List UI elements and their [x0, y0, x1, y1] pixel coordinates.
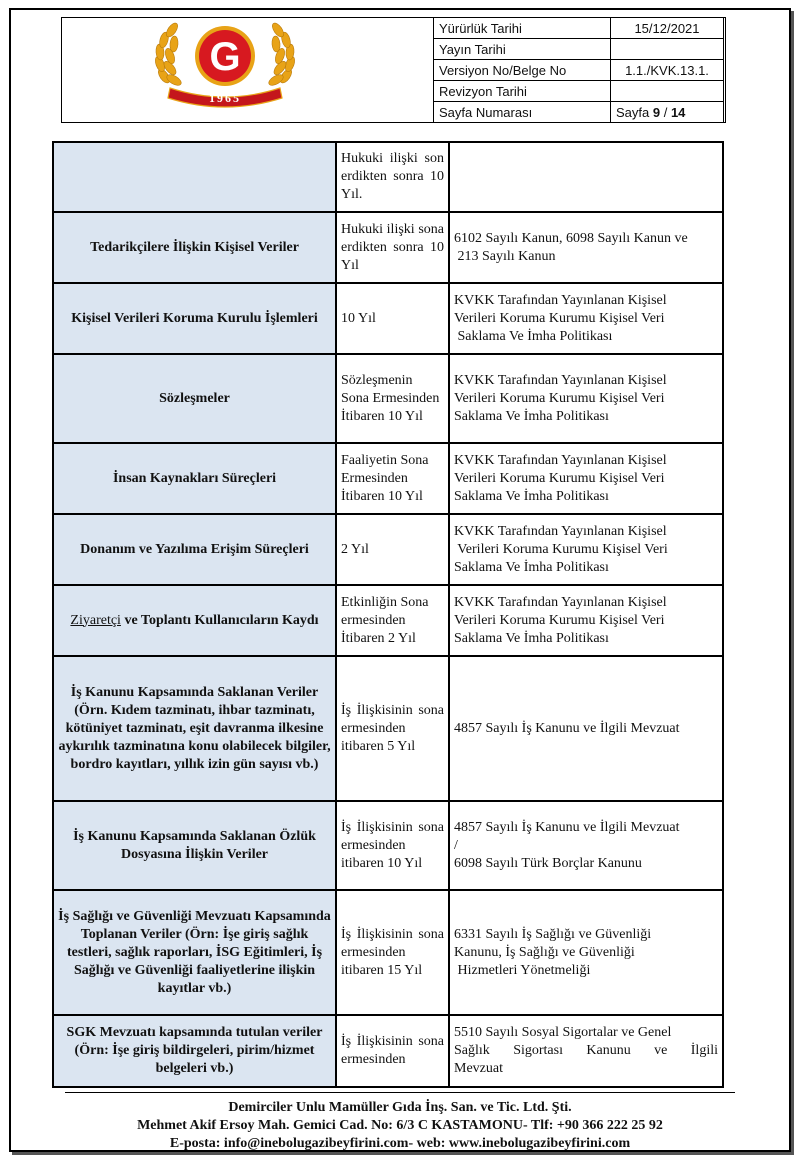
- category-cell: İş Kanunu Kapsamında Saklanan Özlük Dosyasına İlişkin Veriler: [53, 801, 336, 890]
- meta-row: [434, 39, 724, 60]
- table-row: [53, 212, 723, 283]
- legal-basis-cell: [449, 514, 723, 585]
- table-row: [53, 585, 723, 656]
- page-separator: /: [660, 104, 671, 120]
- basis-line: 213 Sayılı Kanun: [454, 248, 556, 264]
- table-row: [53, 443, 723, 514]
- logo-year: 1965: [209, 91, 241, 105]
- visitor-link-text: Ziyaretçi: [70, 612, 121, 628]
- table-row: [53, 283, 723, 354]
- logo-letter: G: [209, 35, 241, 79]
- basis-line: KVKK Tarafından Yayınlanan Kişisel: [454, 292, 667, 308]
- document-meta-table: [433, 17, 724, 123]
- category-cell: İş Sağlığı ve Güvenliği Mevzuatı Kapsamında Toplanan Veriler (Örn: İşe giriş sağlık testleri, sağlık raporları, İSG Eğitimleri, İş Sağlığı ve Güvenliği faaliyetlerine ilişkin kayıtlar vb.): [53, 890, 336, 1015]
- legal-basis-cell: [449, 656, 723, 801]
- basis-line: Saklama Ve İmha Politikası: [454, 408, 609, 424]
- basis-line: /: [454, 837, 458, 853]
- meta-label: Sayfa Numarası: [434, 102, 611, 123]
- basis-line: Verileri Koruma Kurumu Kişisel Veri: [454, 470, 665, 486]
- category-cell: Donanım ve Yazılıma Erişim Süreçleri: [53, 514, 336, 585]
- table-row: [53, 890, 723, 1015]
- basis-line: Mevzuat: [454, 1061, 503, 1076]
- meta-label: Yayın Tarihi: [434, 39, 611, 60]
- basis-line: Hizmetleri Yönetmeliği: [454, 962, 591, 978]
- basis-line: Kanunu, İş Sağlığı ve Güvenliği: [454, 944, 635, 960]
- retention-period-cell: Etkinliğin Sona ermesinden İtibaren 2 Yıl: [336, 585, 449, 656]
- retention-period-cell: İş İlişkisinin sona ermesinden itibaren 5 Yıl: [336, 656, 449, 801]
- wheat-left-icon: [154, 21, 183, 87]
- meta-value: [611, 81, 724, 102]
- table-row: [53, 142, 723, 212]
- table-row: [53, 656, 723, 801]
- current-page: 9: [652, 104, 661, 120]
- category-cell: İş Kanunu Kapsamında Saklanan Veriler (Örn. Kıdem tazminatı, ihbar tazminatı, kötüniyet tazminatı, eşit davranma ilkesine aykırılık tazminatına konu olabilecek bilgiler, bordro kayıtları, yıllık izin gün sayısı vb.): [53, 656, 336, 801]
- basis-line: Saklama Ve İmha Politikası: [454, 630, 609, 646]
- category-cell: [53, 142, 336, 212]
- meta-value: 15/12/2021: [611, 18, 724, 39]
- basis-line: Verileri Koruma Kurumu Kişisel Veri: [454, 541, 668, 557]
- retention-period-cell: 2 Yıl: [336, 514, 449, 585]
- basis-line: Verileri Koruma Kurumu Kişisel Veri: [454, 612, 665, 628]
- meta-value: [611, 39, 724, 60]
- meta-row: [434, 81, 724, 102]
- basis-line: KVKK Tarafından Yayınlanan Kişisel: [454, 523, 667, 539]
- basis-line: KVKK Tarafından Yayınlanan Kişisel: [454, 452, 667, 468]
- basis-line: 4857 Sayılı İş Kanunu ve İlgili Mevzuat: [454, 720, 680, 736]
- legal-basis-cell: [449, 212, 723, 283]
- legal-basis-cell: [449, 443, 723, 514]
- meta-row: [434, 102, 724, 123]
- category-cell: Kişisel Verileri Koruma Kurulu İşlemleri: [53, 283, 336, 354]
- basis-line: KVKK Tarafından Yayınlanan Kişisel: [454, 372, 667, 388]
- company-address: Mehmet Akif Ersoy Mah. Gemici Cad. No: 6/3 C KASTAMONU- Tlf: +90 366 222 25 92: [137, 1118, 663, 1133]
- retention-period-cell: İş İlişkisinin sona ermesinden: [336, 1015, 449, 1087]
- retention-table: [52, 141, 724, 1088]
- company-logo: [150, 18, 300, 110]
- company-contact: E-posta: info@inebolugazibeyfirini.com- web: www.inebolugazibeyfirini.com: [169, 1136, 631, 1151]
- meta-label: Yürürlük Tarihi: [434, 18, 611, 39]
- legal-basis-cell: [449, 801, 723, 890]
- retention-period-cell: İş İlişkisinin sona ermesinden itibaren 10 Yıl: [336, 801, 449, 890]
- meta-row: [434, 60, 724, 81]
- basis-line: Verileri Koruma Kurumu Kişisel Veri: [454, 390, 665, 406]
- total-pages: 14: [670, 104, 686, 120]
- meta-row: [434, 18, 724, 39]
- basis-line: Sağlık Sigortası Kanunu ve İlgili: [454, 1043, 718, 1058]
- category-cell: Sözleşmeler: [53, 354, 336, 443]
- table-row: [53, 1015, 723, 1087]
- meta-value: 1.1./KVK.13.1.: [611, 60, 724, 81]
- table-row: [53, 354, 723, 443]
- category-cell: Tedarikçilere İlişkin Kişisel Veriler: [53, 212, 336, 283]
- legal-basis-cell: [449, 283, 723, 354]
- footer-divider: [65, 1092, 735, 1093]
- basis-line: Verileri Koruma Kurumu Kişisel Veri: [454, 310, 665, 326]
- retention-period-cell: Faaliyetin Sona Ermesinden İtibaren 10 Yıl: [336, 443, 449, 514]
- wheat-right-icon: [267, 21, 296, 87]
- retention-period-cell: 10 Yıl: [336, 283, 449, 354]
- basis-line: 6102 Sayılı Kanun, 6098 Sayılı Kanun ve: [454, 230, 688, 246]
- meta-label: Revizyon Tarihi: [434, 81, 611, 102]
- retention-period-cell: Hukuki ilişki son erdikten sonra 10 Yıl.: [336, 142, 449, 212]
- document-footer: [60, 1099, 740, 1153]
- retention-period-cell: Sözleşmenin Sona Ermesinden İtibaren 10 Yıl: [336, 354, 449, 443]
- basis-line: 4857 Sayılı İş Kanunu ve İlgili Mevzuat: [454, 819, 680, 835]
- legal-basis-cell: [449, 890, 723, 1015]
- basis-line: 6098 Sayılı Türk Borçlar Kanunu: [454, 855, 642, 871]
- meta-label: Versiyon No/Belge No: [434, 60, 611, 81]
- table-row: [53, 514, 723, 585]
- basis-line: 5510 Sayılı Sosyal Sigortalar ve Genel: [454, 1025, 672, 1040]
- category-cell: İnsan Kaynakları Süreçleri: [53, 443, 336, 514]
- page-prefix: Sayfa: [616, 104, 653, 120]
- legal-basis-cell: [449, 585, 723, 656]
- legal-basis-cell: [449, 354, 723, 443]
- category-cell: [53, 585, 336, 656]
- retention-period-cell: Hukuki ilişki sona erdikten sonra 10 Yıl: [336, 212, 449, 283]
- legal-basis-cell: [449, 1015, 723, 1087]
- basis-line: Saklama Ve İmha Politikası: [454, 488, 609, 504]
- table-row: [53, 801, 723, 890]
- category-cell: SGK Mevzuatı kapsamında tutulan veriler (Örn: İşe giriş bildirgeleri, pirim/hizmet belgeleri vb.): [53, 1015, 336, 1087]
- page-number: [611, 102, 724, 123]
- legal-basis-cell: [449, 142, 723, 212]
- basis-line: Saklama Ve İmha Politikası: [454, 559, 609, 575]
- basis-line: Saklama Ve İmha Politikası: [454, 328, 613, 344]
- category-text: ve Toplantı Kullanıcıların Kaydı: [120, 612, 319, 628]
- retention-period-cell: İş İlişkisinin sona ermesinden itibaren 15 Yıl: [336, 890, 449, 1015]
- basis-line: 6331 Sayılı İş Sağlığı ve Güvenliği: [454, 926, 652, 942]
- company-name: Demirciler Unlu Mamüller Gıda İnş. San. ve Tic. Ltd. Şti.: [228, 1100, 572, 1115]
- basis-line: KVKK Tarafından Yayınlanan Kişisel: [454, 594, 667, 610]
